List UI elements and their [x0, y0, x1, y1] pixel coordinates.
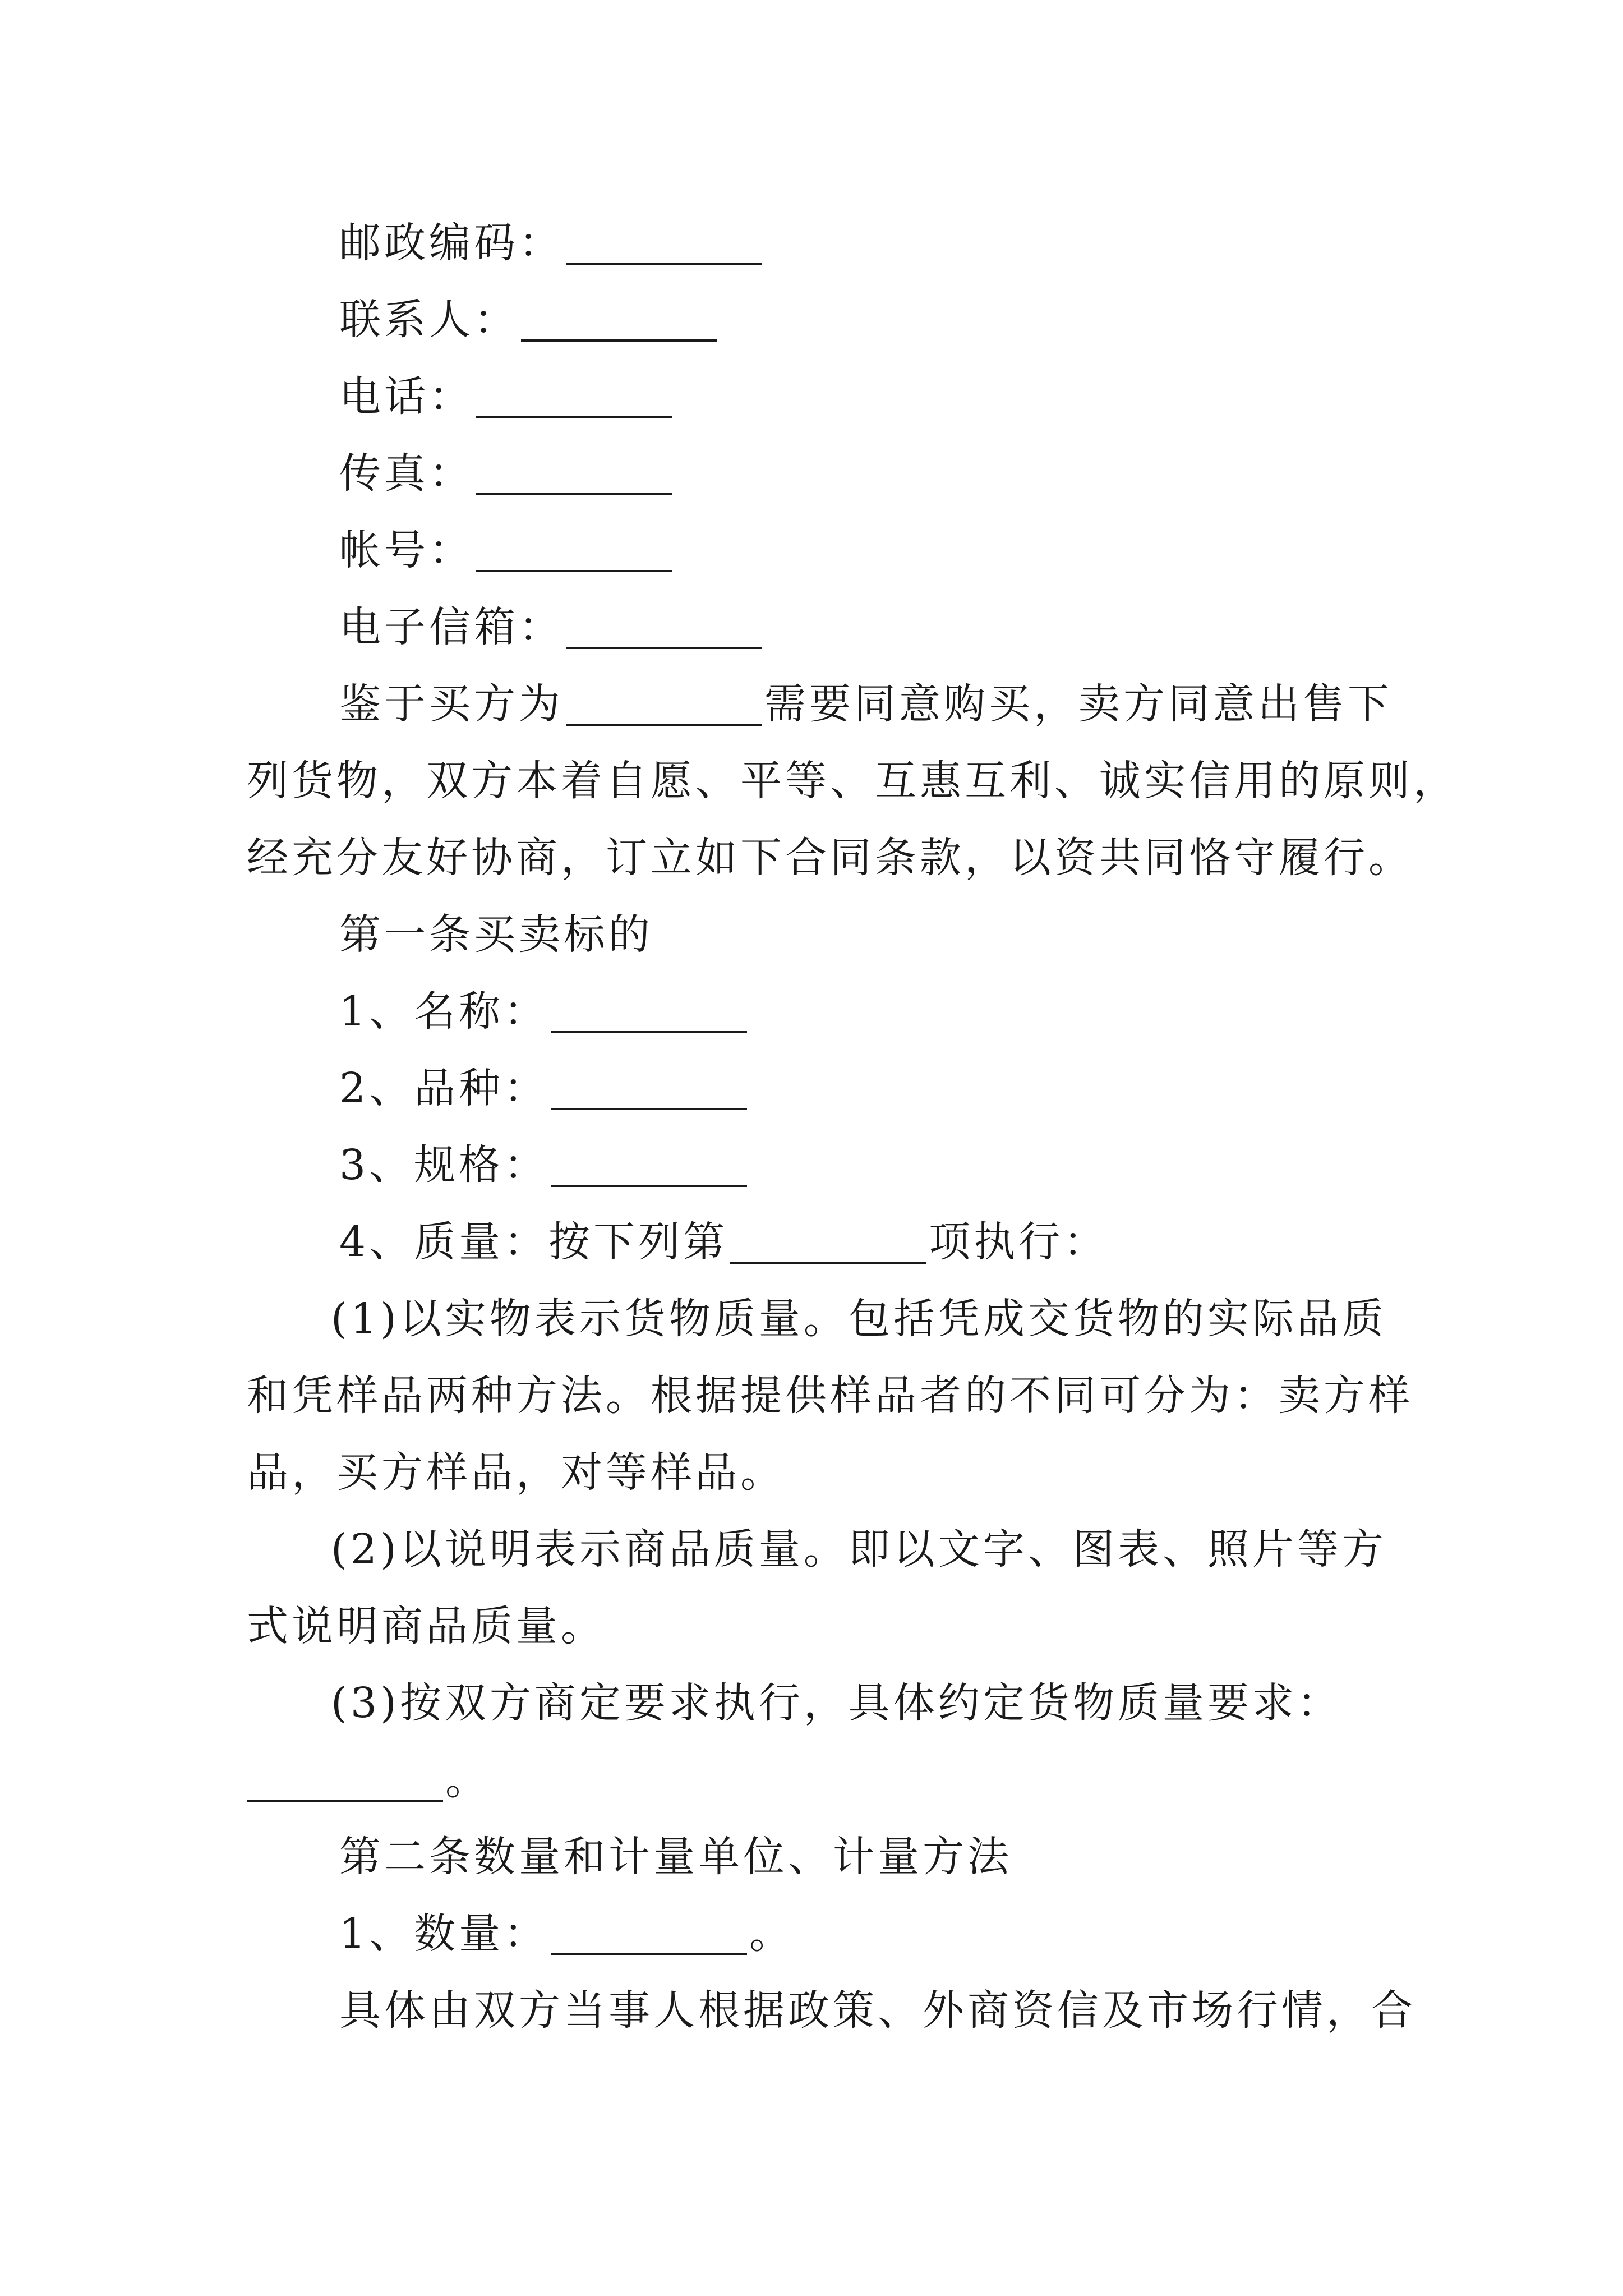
- account-line: [247, 512, 1419, 589]
- quality-item-3-end: 。: [445, 1756, 490, 1804]
- buyer-purpose-blank: [566, 721, 762, 726]
- quality-item-1-line-3: 品，买方样品，对等样品。: [247, 1448, 785, 1497]
- fax-line: [247, 435, 1419, 512]
- quality-item-1-line-2: 和凭样品两种方法。根据提供样品者的不同可分为：卖方样: [247, 1372, 1413, 1420]
- contact-person-blank: [521, 337, 717, 342]
- article-1-title: 第一条买卖标的: [339, 910, 653, 959]
- quality-item-2-line-1: (2)以说明表示商品质量。即以文字、图表、照片等方: [331, 1525, 1387, 1573]
- preamble-text-b: 需要同意购买，卖方同意出售下: [764, 680, 1393, 728]
- email-line: [247, 589, 1419, 666]
- fax-blank: [476, 491, 672, 495]
- spec-blank: [551, 1182, 747, 1187]
- quantity-blank: [551, 1951, 747, 1955]
- fax-label: 传真：: [339, 449, 474, 498]
- quantity-label: 1、数量：: [339, 1910, 549, 1958]
- contract-body: [247, 205, 1458, 2049]
- name-line: [247, 973, 1419, 1050]
- account-blank: [476, 568, 672, 572]
- quality-line: [247, 1204, 1419, 1281]
- spec-label: 3、规格：: [339, 1141, 549, 1189]
- name-label: 1、名称：: [339, 987, 549, 1036]
- quantity-line: [247, 1895, 1419, 1972]
- quality-label-a: 4、质量：按下列第: [339, 1218, 728, 1266]
- variety-blank: [551, 1106, 747, 1110]
- postal-code-label: 邮政编码：: [339, 219, 564, 267]
- preamble-text-a: 鉴于买方为: [339, 680, 564, 728]
- postal-code-blank: [566, 260, 762, 265]
- spec-line: [247, 1127, 1419, 1204]
- contact-person-line: [247, 282, 1419, 358]
- quality-item-blank: [730, 1259, 926, 1264]
- variety-line: [247, 1050, 1419, 1127]
- quantity-end: 。: [749, 1910, 795, 1958]
- quality-item-2-line-2: 式说明商品质量。: [247, 1602, 606, 1650]
- preamble-line-1: [247, 666, 1419, 743]
- phone-line: [247, 358, 1419, 435]
- quality-item-3-line-1: (3)按双方商定要求执行，具体约定货物质量要求：: [331, 1679, 1342, 1727]
- article-2-detail-line: 具体由双方当事人根据政策、外商资信及市场行情，合: [339, 1986, 1416, 2035]
- article-2-title: 第二条数量和计量单位、计量方法: [339, 1833, 1012, 1881]
- contact-person-label: 联系人：: [339, 296, 519, 344]
- quality-item-3-line-2: [247, 1742, 1419, 1819]
- postal-code-line: [247, 205, 1419, 282]
- quality-item-1-line-1: (1)以实物表示货物质量。包括凭成交货物的实际品质: [331, 1295, 1387, 1343]
- phone-blank: [476, 414, 672, 418]
- email-label: 电子信箱：: [339, 603, 564, 651]
- phone-label: 电话：: [339, 372, 474, 421]
- variety-label: 2、品种：: [339, 1064, 549, 1112]
- preamble-line-3: 经充分友好协商，订立如下合同条款，以资共同恪守履行。: [247, 834, 1413, 882]
- email-blank: [566, 645, 762, 649]
- quality-label-b: 项执行：: [929, 1218, 1109, 1266]
- name-blank: [551, 1029, 747, 1033]
- preamble-line-2: 列货物，双方本着自愿、平等、互惠互利、诚实信用的原则，: [247, 757, 1458, 805]
- account-label: 帐号：: [339, 526, 474, 574]
- quality-requirement-blank: [247, 1797, 443, 1802]
